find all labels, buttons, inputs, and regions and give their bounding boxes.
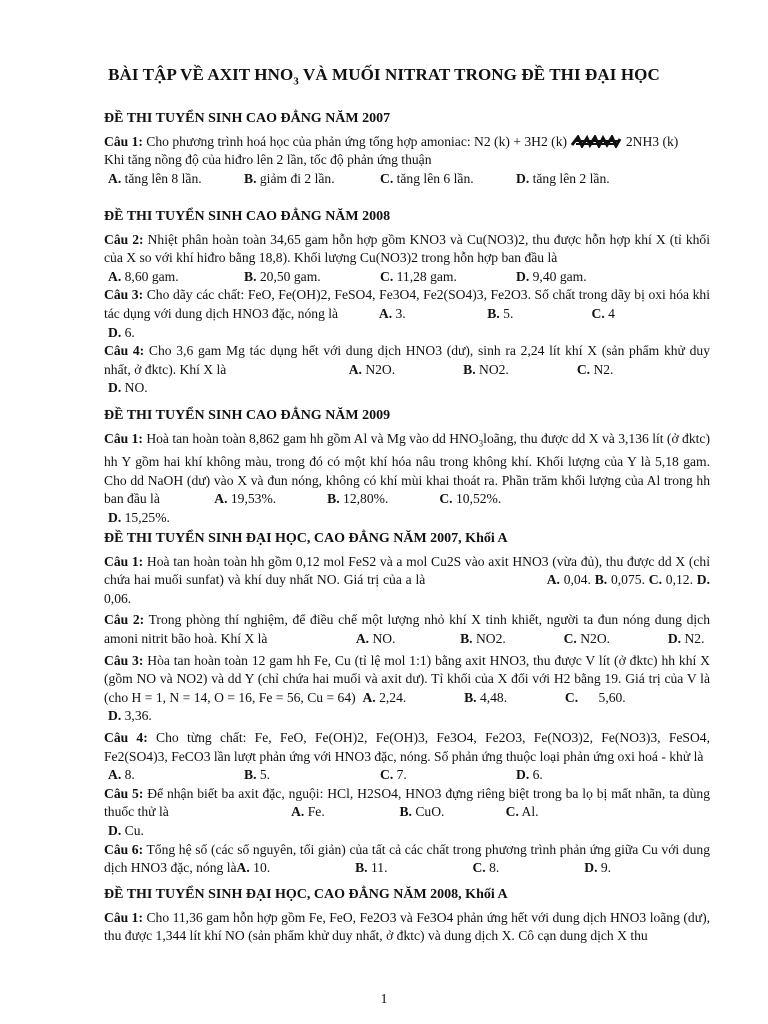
option-c: C. 11,28 gam. [380, 268, 457, 284]
question-2: Câu 2: Nhiệt phân hoàn toàn 34,65 gam hỗn hợp gồm KNO3 và Cu(NO3)2, thu được hỗn hợp khí X (tỉ khối của X so với khí hiđro bằng 18,8). Khối lượng Cu(NO3)2 trong hỗn hợp ban đầu là [104, 231, 710, 266]
equilibrium-arrow-scribble-icon [570, 135, 622, 148]
question-4: Câu 4: Cho 3,6 gam Mg tác dụng hết với dung dịch HNO3 (dư), sinh ra 2,24 lít khí X (sản phẩm khử duy nhất, ở đktc). Khí X là A. N2O. B. NO2. C. N2. [104, 343, 710, 377]
answer-options [104, 268, 710, 287]
section-heading: ĐỀ THI TUYỂN SINH ĐẠI HỌC, CAO ĐẲNG NĂM 2008, Khối A [104, 887, 508, 902]
option-b: B. 5. [244, 767, 271, 783]
page-title: BÀI TẬP VỀ AXIT $HNO_3$ VÀ MUỐI NITRAT TRONG ĐỀ THI ĐẠI HỌC [108, 65, 660, 88]
option-d: D. 15,25%. [108, 509, 170, 525]
option-b: B. giảm đi 2 lần. [244, 170, 335, 186]
question-4: Câu 4: Cho từng chất: Fe, FeO, Fe(OH)2, Fe(OH)3, Fe3O4, Fe2O3, Fe(NO3)2, Fe(NO3)3, FeSO4, Fe2(SO4)3, FeCO3 lần lượt phản ứng với HNO3 đặc, nóng. Số phản ứng thuộc loại phản ứng oxi hoá - khử là [104, 729, 710, 764]
question-2: Câu 2: Trong phòng thí nghiệm, để điều chế một lượng nhỏ khí X tinh khiết, người ta đun nóng dung dịch amoni nitrit bão hoà. Khí X là A. NO. B. NO2. C. N2O. D. N2. [104, 612, 710, 646]
page-number: 1 [380, 992, 388, 1007]
question-1: Câu 1: Cho phương trình hoá học của phản ứng tổng hợp amoniac: N2 (k) + 3H2 (k) 2NH3 (k) [104, 133, 679, 149]
option-a: A. tăng lên 8 lần. [108, 170, 202, 186]
option-d: D. 9,40 gam. [516, 268, 587, 284]
option-d: D. 6. [108, 324, 135, 340]
option-a: A. 8. [108, 767, 135, 783]
option-c: C. tăng lên 6 lần. [380, 170, 474, 186]
section-cd-2009 [104, 407, 710, 527]
question-1: Câu 1: Hoà tan hoàn toàn 8,862 gam hh gồm Al và Mg vào dd $HNO_3loãng$, thu được dd X và 3,136 lít (ở đktc) hh Y gồm hai khí không màu, trong đó có một khí hóa nâu trong không khí. Khối lượng của Y là 5,18 gam. Cho dd NaOH (dư) vào X và đun nóng, không có khí mùi khai thoát ra. Phần trăm khối lượng của Al trong hh ban đầu là A. 19,53%. B. 12,80%. C. 10,52%. [104, 430, 710, 507]
answer-options [104, 170, 710, 189]
section-heading: ĐỀ THI TUYỂN SINH CAO ĐẲNG NĂM 2008 [104, 209, 391, 224]
question-1: Câu 1: Cho 11,36 gam hỗn hợp gồm Fe, FeO, Fe2O3 và Fe3O4 phản ứng hết với dung dịch HNO3 loãng (dư), thu được 1,344 lít khí NO (sản phẩm khử duy nhất, ở đktc) và dung dịch X. Cô cạn dung dịch X thu [104, 909, 710, 944]
question-3: Câu 3: Hòa tan hoàn toàn 12 gam hh Fe, Cu (tỉ lệ mol 1:1) bằng axit HNO3, thu được V lít (ở đktc) hh khí X (gồm NO và NO2) và dd Y (chỉ chứa hai muối và axit dư). Tỉ khối của X đối với H2 bằng 19. Giá trị của V là (cho H = 1, N = 14, O = 16, Fe = 56, Cu = 64) A. 2,24. B. 4,48. C. 5,60. [104, 652, 710, 705]
answer-options [104, 766, 710, 785]
option-d: D. Cu. [108, 822, 144, 838]
section-heading: ĐỀ THI TUYỂN SINH CAO ĐẲNG NĂM 2007 [104, 111, 391, 126]
option-d: D. 6. [516, 767, 543, 783]
section-heading: ĐỀ THI TUYỂN SINH CAO ĐẲNG NĂM 2009 [104, 408, 391, 423]
option-c: C. 7. [380, 767, 407, 783]
section-cd-2008 [104, 208, 710, 398]
section-dh-2008 [104, 886, 710, 946]
question-6: Câu 6: Tổng hệ số (các số nguyên, tối giản) của tất cả các chất trong phương trình phản ứng giữa Cu với dung dịch HNO3 đặc, nóng làA. 10. B. 11. C. 8. D. 9. [104, 841, 710, 876]
question-1: Câu 1: Hoà tan hoàn toàn hh gồm 0,12 mol FeS2 và a mol Cu2S vào axit HNO3 (vừa đủ), thu được dd X (chỉ chứa hai muối sunfat) và khí duy nhất NO. Giá trị của a là A. 0,04. B. 0,075. C. 0,12. D. 0,06. [104, 553, 710, 606]
question-5: Câu 5: Để nhận biết ba axit đặc, nguội: HCl, H2SO4, HNO3 đựng riêng biệt trong ba lọ bị mất nhãn, ta dùng thuốc thử là A. Fe. B. CuO. C. Al. [104, 785, 710, 820]
question-1-stem: Khi tăng nồng độ của hiđro lên 2 lần, tốc độ phản ứng thuận [104, 152, 432, 168]
section-heading: ĐỀ THI TUYỂN SINH ĐẠI HỌC, CAO ĐẲNG NĂM 2007, Khối A [104, 531, 508, 546]
option-d: D. tăng lên 2 lần. [516, 170, 610, 186]
option-d: D. 3,36. [108, 708, 152, 724]
section-cd-2007 [104, 110, 710, 188]
section-dh-2007 [104, 530, 710, 878]
question-3: Câu 3: Cho dãy các chất: FeO, Fe(OH)2, FeSO4, Fe3O4, Fe2(SO4)3, Fe2O3. Số chất trong dãy bị oxi hóa khi tác dụng với dung dịch HNO3 đặc, nóng là A. 3. B. 5. C. 4 [104, 287, 711, 321]
option-b: B. 20,50 gam. [244, 268, 321, 284]
option-d: D. NO. [108, 380, 148, 396]
option-a: A. 8,60 gam. [108, 268, 179, 284]
